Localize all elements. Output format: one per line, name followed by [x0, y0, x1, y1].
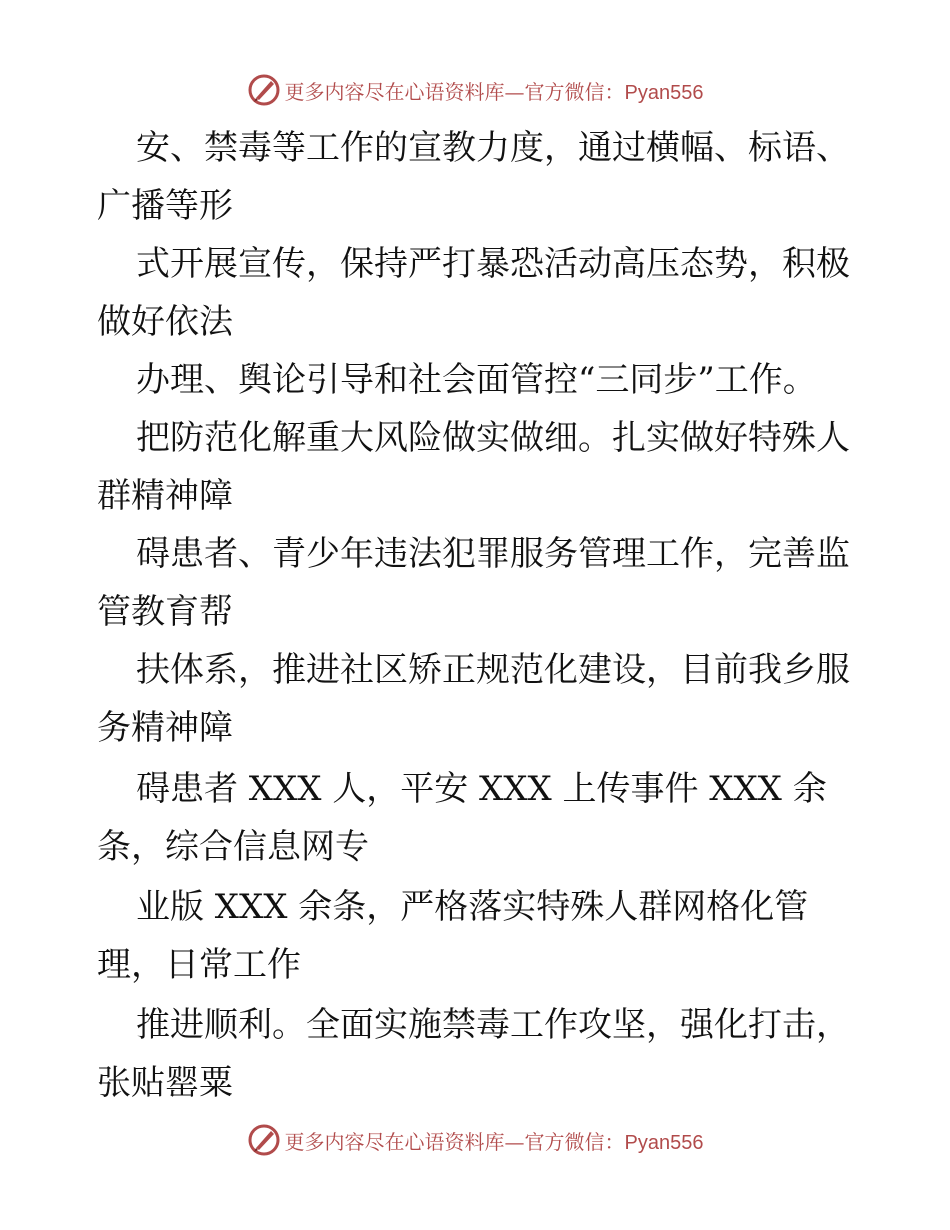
text-line: 安、禁毒等工作的宣教力度，通过横幅、标语、 — [136, 128, 850, 168]
text-line: 条，综合信息网专 — [97, 827, 369, 867]
header-wechat-id: Pyan556 — [624, 81, 704, 104]
footer-banner — [0, 1120, 950, 1160]
text-line: 管教育帮 — [97, 592, 233, 632]
text-line: 群精神障 — [97, 476, 233, 516]
text-line: 务精神障 — [97, 708, 233, 748]
text-line: 做好依法 — [97, 302, 233, 342]
header-wechat-label: 官方微信： — [524, 79, 625, 104]
header-text — [285, 76, 704, 105]
quill-pen-logo-icon — [247, 73, 281, 107]
text-line: 广播等形 — [97, 186, 233, 226]
footer-wechat-id: Pyan556 — [624, 1131, 704, 1154]
footer-text — [285, 1126, 704, 1155]
text-line: 张贴罂粟 — [97, 1063, 233, 1103]
header-separator: — — [504, 79, 525, 104]
text-line: 推进顺利。全面实施禁毒工作攻坚，强化打击， — [136, 1005, 850, 1045]
text-line: 把防范化解重大风险做实做细。扎实做好特殊人 — [136, 418, 850, 458]
quill-pen-logo-icon — [247, 1123, 281, 1157]
text-line: 理，日常工作 — [97, 945, 301, 985]
text-line: 式开展宣传，保持严打暴恐活动高压态势，积极 — [136, 244, 850, 284]
text-line: 扶体系，推进社区矫正规范化建设，目前我乡服 — [136, 650, 850, 690]
text-line: 碍患者、青少年违法犯罪服务管理工作，完善监 — [136, 534, 850, 574]
text-line: 办理、舆论引导和社会面管控“三同步”工作。 — [136, 360, 817, 400]
text-line: 碍患者 XXX 人，平安 XXX 上传事件 XXX 余 — [136, 769, 827, 809]
header-banner — [0, 70, 950, 110]
text-line: 业版 XXX 余条，严格落实特殊人群网格化管 — [136, 887, 809, 927]
footer-separator: — — [504, 1129, 525, 1154]
footer-wechat-label: 官方微信： — [524, 1129, 625, 1154]
header-site-text: 更多内容尽在心语资料库 — [284, 79, 505, 104]
footer-site-text: 更多内容尽在心语资料库 — [284, 1129, 505, 1154]
